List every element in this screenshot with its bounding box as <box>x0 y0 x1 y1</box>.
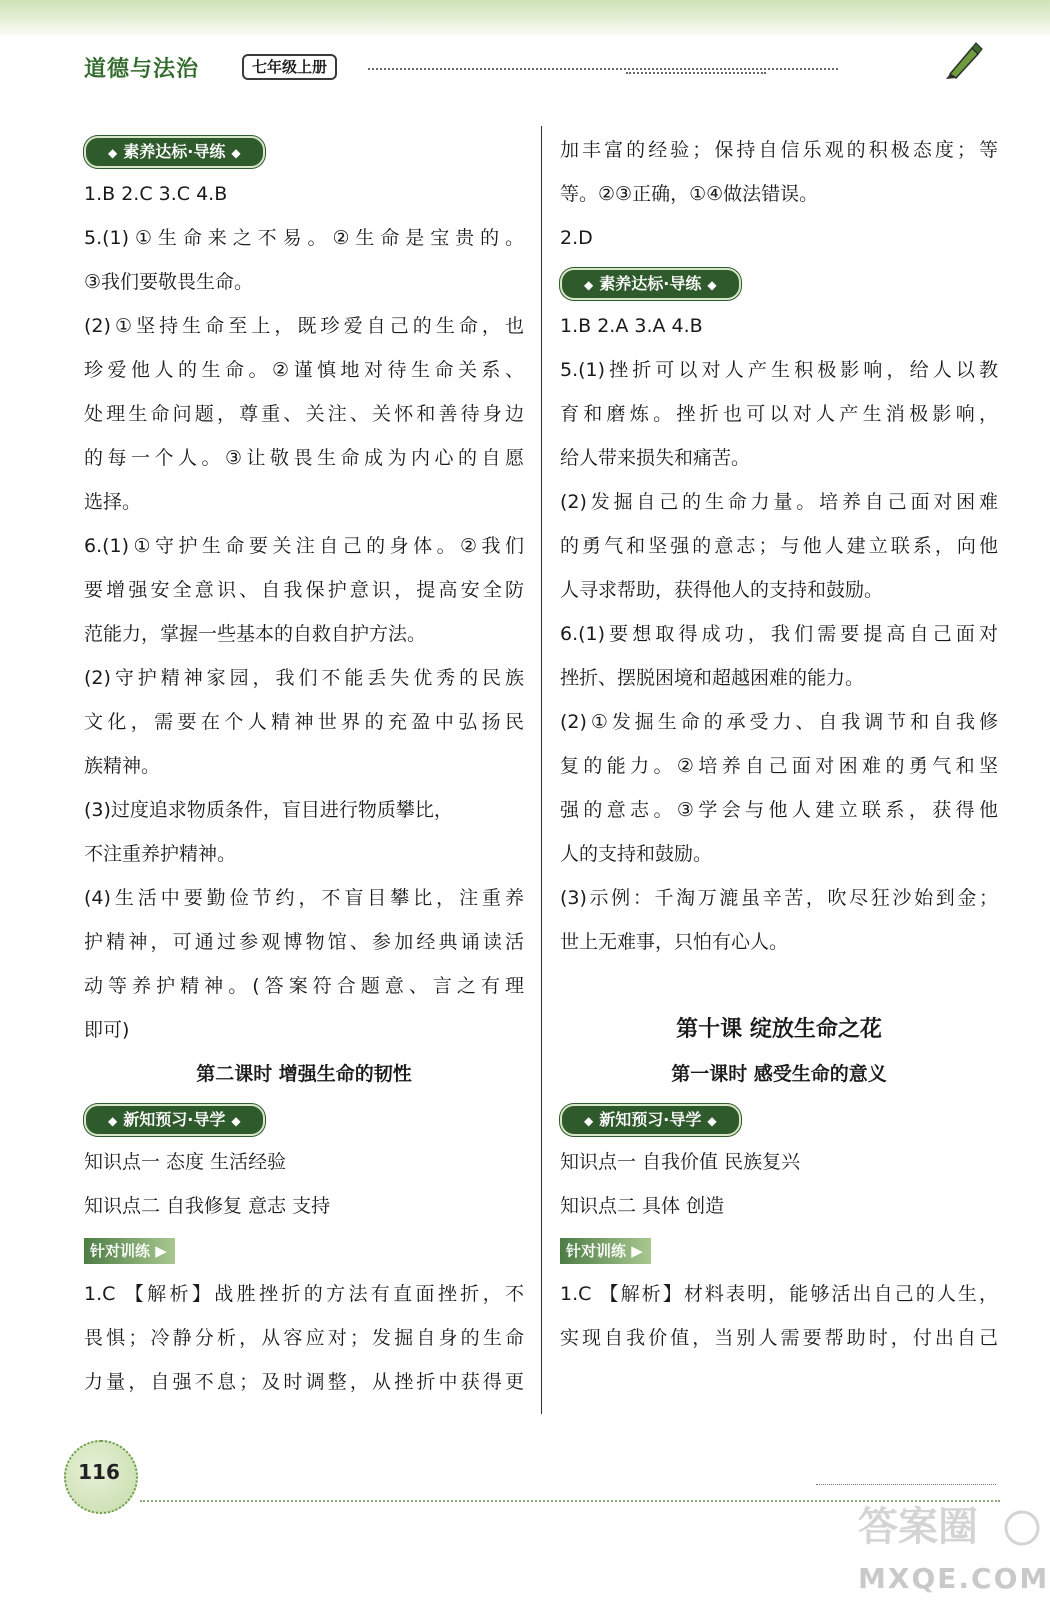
answer-line: (2)守护精神家园，我们不能丢失优秀的民族 <box>84 667 524 689</box>
answer-line: 6.(1)①守护生命要关注自己的身体。②我们 <box>84 535 524 557</box>
diamond-icon: ◆ <box>584 1114 594 1128</box>
answer-line: 5.(1)挫折可以对人产生积极影响，给人以教 <box>560 359 998 381</box>
badge-row <box>84 1228 524 1272</box>
subject-title: 道德与法治 <box>84 57 200 82</box>
right-column <box>560 128 998 1360</box>
answer-line: 复的能力。②培养自己面对困难的勇气和坚 <box>560 755 998 777</box>
answer-line: 1.B 2.C 3.C 4.B <box>84 183 228 205</box>
badge-label: 针对训练 <box>90 1242 151 1260</box>
column-divider <box>541 126 542 1414</box>
answer-line: ③我们要敬畏生命。 <box>84 271 254 293</box>
answer-line: 5.(1)①生命来之不易。②生命是宝贵的。 <box>84 227 524 249</box>
play-arrow-icon: ▶ <box>155 1242 167 1260</box>
badge-row <box>84 1096 524 1140</box>
answer-line: 世上无难事，只怕有心人。 <box>560 931 789 953</box>
answer-line: 挫折、摆脱困境和超越困难的能力。 <box>560 667 865 689</box>
answer-line: (3)示例：千淘万漉虽辛苦，吹尽狂沙始到金； <box>560 887 998 909</box>
left-column <box>84 128 524 1404</box>
badge-label: 素养达标·导练 <box>123 142 226 161</box>
section-badge-preview <box>84 1104 265 1136</box>
play-arrow-icon: ▶ <box>631 1242 643 1260</box>
answer-line: 力量，自强不息；及时调整，从挫折中获得更 <box>84 1371 524 1393</box>
answer-line: 族精神。 <box>84 755 161 777</box>
answer-line: 珍爱他人的生命。②谨慎地对待生命关系、 <box>84 359 524 381</box>
answer-line: 强的意志。③学会与他人建立联系，获得他 <box>560 799 998 821</box>
knowledge-line: 知识点一 自我价值 民族复兴 <box>560 1151 801 1173</box>
answer-line: 1.C 【解析】材料表明，能够活出自己的人生， <box>560 1283 998 1305</box>
training-badge <box>560 1238 651 1264</box>
top-decor-band <box>0 0 1050 38</box>
answer-line: 给人带来损失和痛苦。 <box>560 447 751 469</box>
diamond-icon: ◆ <box>584 278 594 292</box>
answer-line: 6.(1)要想取得成功，我们需要提高自己面对 <box>560 623 998 645</box>
answer-line: 的每一个人。③让敬畏生命成为内心的自愿 <box>84 447 524 469</box>
spacer <box>560 964 998 1008</box>
pen-icon <box>942 40 986 80</box>
knowledge-line: 知识点二 自我修复 意志 支持 <box>84 1195 331 1217</box>
answer-line: (3)过度追求物质条件，盲目进行物质攀比， <box>84 799 453 821</box>
grade-label: 七年级上册 <box>242 54 337 80</box>
answer-line: 育和磨炼。挫折也可以对人产生消极影响， <box>560 403 998 425</box>
page-number: 116 <box>78 1460 120 1484</box>
section-title: 第二课时 增强生命的韧性 <box>196 1063 412 1085</box>
answer-line: (2)①发掘生命的承受力、自我调节和自我修 <box>560 711 998 733</box>
answer-line: 1.B 2.A 3.A 4.B <box>560 315 703 337</box>
answer-line: 处理生命问题，尊重、关注、关怀和善待身边 <box>84 403 524 425</box>
section-badge-practice <box>84 136 265 168</box>
answer-line: 护精神，可通过参观博物馆、参加经典诵读活 <box>84 931 524 953</box>
watermark-text: MXQE.COM <box>858 1562 1050 1595</box>
training-badge <box>84 1238 175 1264</box>
answer-line: 动等养护精神。(答案符合题意、言之有理 <box>84 975 524 997</box>
answer-line: 畏惧；冷静分析，从容应对；发掘自身的生命 <box>84 1327 524 1349</box>
answer-line: 即可) <box>84 1019 130 1041</box>
answer-line: 要增强安全意识、自我保护意识，提高安全防 <box>84 579 524 601</box>
diamond-icon: ◆ <box>707 278 717 292</box>
page-number-badge <box>64 1440 138 1514</box>
answer-line: (2)发掘自己的生命力量。培养自己面对困难 <box>560 491 998 513</box>
footer-dot-accent <box>816 1484 996 1485</box>
badge-row <box>560 1228 998 1272</box>
section-badge-practice <box>560 268 741 300</box>
answer-line: 人寻求帮助，获得他人的支持和鼓励。 <box>560 579 884 601</box>
diamond-icon: ◆ <box>108 146 118 160</box>
answer-line: 文化，需要在个人精神世界的充盈中弘扬民 <box>84 711 524 733</box>
badge-label: 新知预习·导学 <box>123 1110 226 1129</box>
diamond-icon: ◆ <box>231 1114 241 1128</box>
badge-label: 针对训练 <box>566 1242 627 1260</box>
answer-line: 加丰富的经验；保持自信乐观的积极态度；等 <box>560 139 998 161</box>
answer-line: 选择。 <box>84 491 142 513</box>
section-title: 第一课时 感受生命的意义 <box>671 1063 887 1085</box>
answer-line: (2)①坚持生命至上，既珍爱自己的生命，也 <box>84 315 524 337</box>
header-divider <box>368 68 838 70</box>
diamond-icon: ◆ <box>231 146 241 160</box>
answer-line: 的勇气和坚强的意志；与他人建立联系，向他 <box>560 535 998 557</box>
answer-line: 2.D <box>560 227 593 249</box>
badge-label: 新知预习·导学 <box>599 1110 702 1129</box>
answer-line: 人的支持和鼓励。 <box>560 843 713 865</box>
section-badge-preview <box>560 1104 741 1136</box>
answer-line: 1.C 【解析】战胜挫折的方法有直面挫折，不 <box>84 1283 524 1305</box>
page-header <box>84 50 1004 86</box>
badge-label: 素养达标·导练 <box>599 274 702 293</box>
diamond-icon: ◆ <box>707 1114 717 1128</box>
header-dot-accent <box>626 72 766 74</box>
answer-line: (4)生活中要勤俭节约，不盲目攀比，注重养 <box>84 887 524 909</box>
knowledge-line: 知识点一 态度 生活经验 <box>84 1151 287 1173</box>
diamond-icon: ◆ <box>108 1114 118 1128</box>
answer-line: 不注重养护精神。 <box>84 843 237 865</box>
badge-row <box>560 260 998 304</box>
badge-row <box>560 1096 998 1140</box>
badge-row <box>84 128 524 172</box>
knowledge-line: 知识点二 具体 创造 <box>560 1195 725 1217</box>
answer-line: 范能力，掌握一些基本的自救自护方法。 <box>84 623 427 645</box>
answer-line: 实现自我价值，当别人需要帮助时，付出自己 <box>560 1327 998 1349</box>
answer-line: 等。②③正确，①④做法错误。 <box>560 183 819 205</box>
lesson-title: 第十课 绽放生命之花 <box>676 1017 882 1042</box>
svg-text:答案圈: 答案圈 <box>858 1504 978 1550</box>
